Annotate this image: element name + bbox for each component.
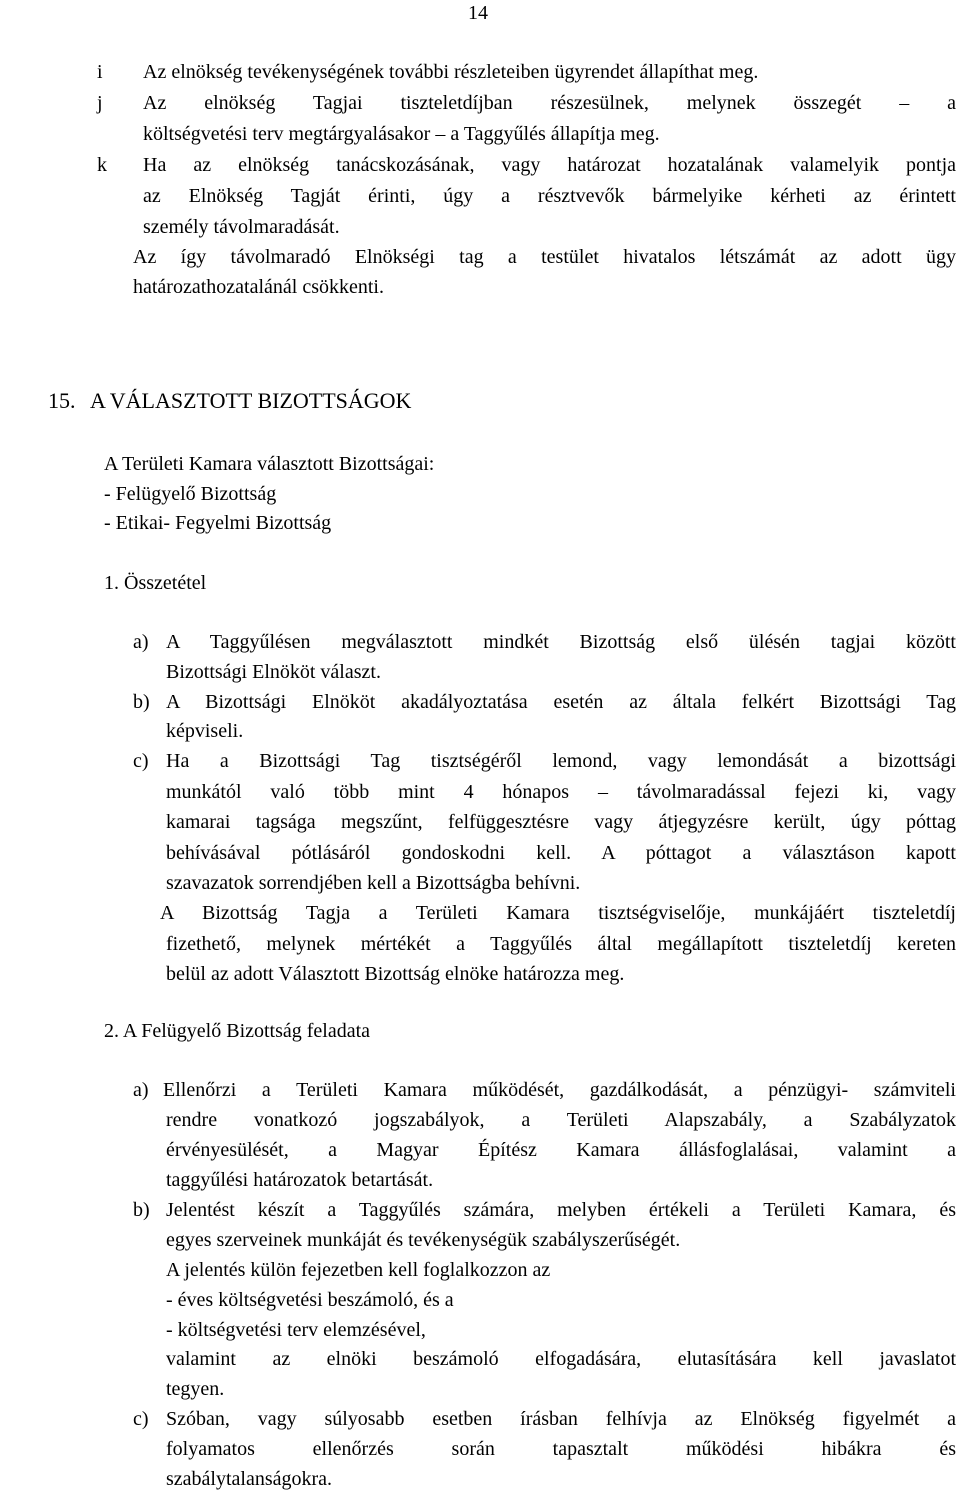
paragraph-text: A jelentés külön fejezetben kell foglalkozzon az [166, 1259, 551, 1281]
paragraph-k-extra-line2 [0, 272, 960, 302]
paragraph-text: valamint az elnöki beszámoló elfogadására, elutasítására kell javaslatot [166, 1348, 956, 1370]
tasks-b-extra-line4 [0, 1344, 960, 1374]
committees-intro [0, 449, 960, 479]
list-item-j [0, 88, 960, 118]
committee-item [0, 508, 960, 538]
list-text: Ellenőrzi a Területi Kamara működését, gazdálkodását, a pénzügyi- számviteli [163, 1079, 956, 1101]
paragraph-text: - költségvetési terv elemzésével, [166, 1319, 426, 1341]
list-label: b) [133, 691, 150, 713]
composition-item-c-line4 [0, 838, 960, 868]
list-text: behívásával pótlásáról gondoskodni kell. A póttagot a választáson kapott [166, 842, 956, 864]
list-label: k [97, 154, 107, 176]
tasks-b-extra-line2 [0, 1285, 960, 1315]
composition-item-b [0, 687, 960, 717]
list-text: Ha a Bizottsági Tag tisztségéről lemond, vagy lemondását a bizottsági [166, 750, 956, 772]
subheading-text: 1. Összetétel [104, 572, 207, 594]
composition-item-c [0, 746, 960, 776]
list-text: érvényesülését, a Magyar Építész Kamara állásfoglalásai, valamint a [166, 1139, 956, 1161]
composition-item-c-line2 [0, 777, 960, 807]
list-text: - Etikai- Fegyelmi Bizottság [104, 512, 332, 534]
subheading-composition [0, 568, 960, 598]
list-text: - Felügyelő Bizottság [104, 483, 277, 505]
composition-extra [0, 898, 960, 928]
list-item-k [0, 150, 960, 180]
composition-item-b-line2 [0, 716, 960, 746]
tasks-item-a-line4 [0, 1165, 960, 1195]
list-text: Jelentést készít a Taggyűlés számára, melyben értékeli a Területi Kamara, és [166, 1199, 956, 1221]
list-text: az Elnökség Tagját érinti, úgy a résztvevők bármelyike kérheti az érintett [143, 185, 956, 207]
section-number: 15. [48, 388, 76, 413]
tasks-item-b-line2 [0, 1225, 960, 1255]
list-text: költségvetési terv megtárgyalásakor – a Taggyűlés állapítja meg. [143, 123, 660, 145]
list-item-k-line2 [0, 181, 960, 211]
list-text: Az elnökség tevékenységének további részleteiben ügyrendet állapíthat meg. [143, 61, 759, 83]
list-label: a) [133, 1079, 149, 1101]
tasks-item-a [0, 1075, 960, 1105]
tasks-item-c-line2 [0, 1434, 960, 1464]
tasks-item-c-line3 [0, 1464, 960, 1494]
section-title: A VÁLASZTOTT BIZOTTSÁGOK [90, 388, 412, 413]
list-text: rendre vonatkozó jogszabályok, a Területi Alapszabály, a Szabályzatok [166, 1109, 956, 1131]
list-text: Az elnökség Tagjai tiszteletdíjban részesülnek, melynek összegét – a [143, 92, 956, 114]
committee-item [0, 479, 960, 509]
list-item-i [0, 57, 960, 87]
list-label: c) [133, 750, 149, 772]
list-text: egyes szerveinek munkáját és tevékenységük szabályszerűségét. [166, 1229, 681, 1251]
paragraph-text: határozathozatalánál csökkenti. [133, 276, 384, 298]
paragraph-text: - éves költségvetési beszámoló, és a [166, 1289, 454, 1311]
composition-item-a-line2 [0, 657, 960, 687]
composition-item-c-line3 [0, 807, 960, 837]
list-text: Szóban, vagy súlyosabb esetben írásban felhívja az Elnökség figyelmét a [166, 1408, 956, 1430]
list-label: j [97, 92, 103, 114]
composition-item-a [0, 627, 960, 657]
paragraph-text: A Bizottság Tagja a Területi Kamara tisztségviselője, munkájáért tiszteletdíj [160, 902, 956, 924]
paragraph-text: tegyen. [166, 1378, 225, 1400]
list-text: taggyűlési határozatok betartását. [166, 1169, 434, 1191]
list-label: b) [133, 1199, 150, 1221]
paragraph-text: belül az adott Választott Bizottság elnöke határozza meg. [166, 963, 625, 985]
list-text: munkától való több mint 4 hónapos – távolmaradással fejezi ki, vagy [166, 781, 956, 803]
list-text: kamarai tagsága megszűnt, felfüggesztésre vagy átjegyzésre került, úgy póttag [166, 811, 956, 833]
paragraph-text: A Területi Kamara választott Bizottságai: [104, 453, 435, 475]
tasks-b-extra [0, 1255, 960, 1285]
list-text: Bizottsági Elnököt választ. [166, 661, 381, 683]
tasks-b-extra-line5 [0, 1374, 960, 1404]
subheading-supervisory-tasks [0, 1016, 960, 1046]
list-text: folyamatos ellenőrzés során tapasztalt működési hibákra és [166, 1438, 956, 1460]
list-item-k-line3 [0, 212, 960, 242]
tasks-item-a-line3 [0, 1135, 960, 1165]
tasks-b-extra-line3 [0, 1315, 960, 1345]
tasks-item-c [0, 1404, 960, 1434]
list-text: A Bizottsági Elnököt akadályoztatása esetén az általa felkért Bizottsági Tag [166, 691, 956, 713]
list-text: személy távolmaradását. [143, 216, 340, 238]
list-text: szabálytalanságokra. [166, 1468, 333, 1490]
composition-extra-line3 [0, 959, 960, 989]
tasks-item-a-line2 [0, 1105, 960, 1135]
paragraph-text: fizethető, melynek mértékét a Taggyűlés által megállapított tiszteletdíj kereten [166, 933, 956, 955]
list-item-j-line2 [0, 119, 960, 149]
tasks-item-b [0, 1195, 960, 1225]
list-text: szavazatok sorrendjében kell a Bizottságba behívni. [166, 872, 581, 894]
section-heading [0, 386, 960, 416]
paragraph-k-extra [0, 242, 960, 272]
list-label: a) [133, 631, 149, 653]
list-text: képviseli. [166, 720, 244, 742]
page-number: 14 [468, 2, 488, 24]
paragraph-text: Az így távolmaradó Elnökségi tag a testület hivatalos létszámát az adott ügy [133, 246, 956, 268]
list-label: c) [133, 1408, 149, 1430]
subheading-text: 2. A Felügyelő Bizottság feladata [104, 1020, 371, 1042]
list-text: A Taggyűlésen megválasztott mindkét Bizottság első ülésén tagjai között [166, 631, 956, 653]
list-text: Ha az elnökség tanácskozásának, vagy határozat hozatalának valamelyik pontja [143, 154, 956, 176]
composition-extra-line2 [0, 929, 960, 959]
list-label: i [97, 61, 103, 83]
composition-item-c-line5 [0, 868, 960, 898]
